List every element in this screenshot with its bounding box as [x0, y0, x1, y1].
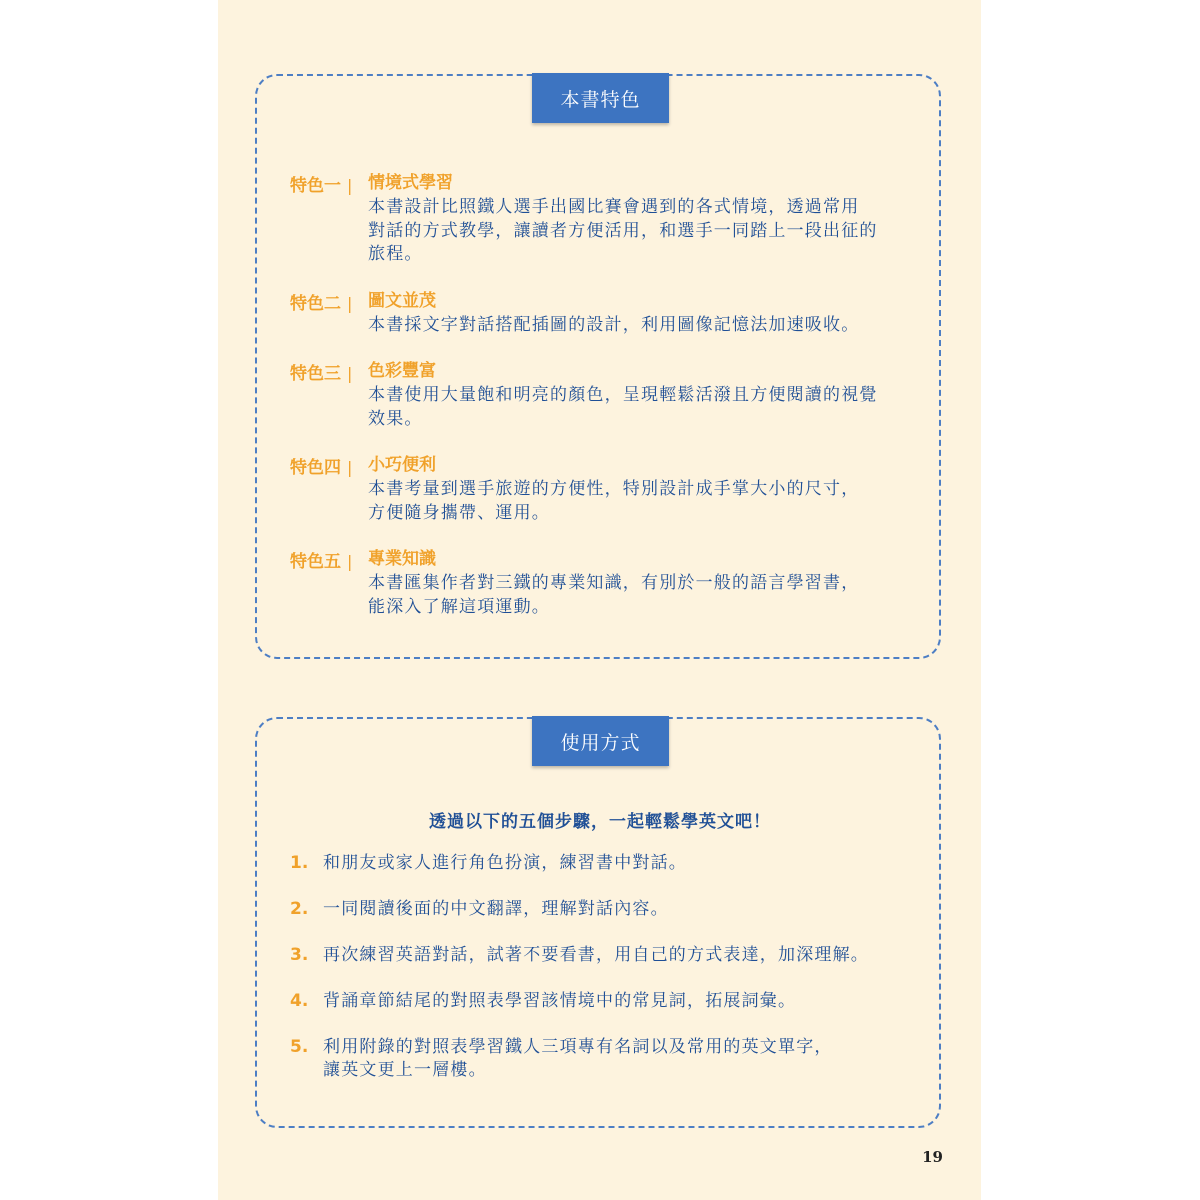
feature-tag: 特色四 [290, 458, 341, 478]
feature-line: 效果。 [368, 408, 423, 429]
feature-separator: | [347, 552, 353, 571]
feature-separator: | [347, 293, 353, 313]
feature-item [290, 547, 930, 619]
feature-item [290, 453, 930, 525]
feature-line: 本書設計比照鐵人選手出國比賽會遇到的各式情境，透過常用 [368, 197, 860, 217]
feature-description [368, 572, 930, 619]
feature-tag: 特色二 [290, 293, 341, 314]
feature-tag: 特色一 [290, 176, 341, 196]
feature-line: 本書採文字對話搭配插圖的設計，利用圖像記憶法加速吸收。 [368, 314, 860, 335]
step-text [323, 944, 869, 967]
feature-title: 圖文並茂 [368, 290, 436, 311]
step-number: 3. [290, 945, 309, 965]
feature-line: 本書匯集作者對三鐵的專業知識，有別於一般的語言學習書， [368, 573, 860, 593]
step-number: 1. [290, 853, 309, 873]
feature-line: 對話的方式教學，讓讀者方便活用，和選手一同踏上一段出征的 [368, 220, 878, 241]
feature-title: 專業知識 [368, 549, 436, 569]
step-item [290, 944, 910, 967]
feature-description [368, 314, 930, 338]
feature-description [368, 384, 930, 431]
steps-list [290, 852, 910, 1105]
usage-intro: 透過以下的五個步驟，一起輕鬆學英文吧！ [429, 812, 771, 832]
step-item [290, 990, 910, 1013]
step-item [290, 898, 910, 921]
feature-line: 本書考量到選手旅遊的方便性，特別設計成手掌大小的尺寸， [368, 479, 860, 499]
feature-description [368, 478, 930, 525]
feature-line: 方便隨身攜帶、運用。 [368, 502, 550, 523]
feature-title: 小巧便利 [368, 455, 436, 475]
feature-tag: 特色五 [290, 552, 341, 572]
step-text [323, 898, 669, 921]
feature-item [290, 359, 930, 431]
feature-line: 本書使用大量飽和明亮的顏色，呈現輕鬆活潑且方便閱讀的視覺 [368, 385, 878, 405]
step-line: 讓英文更上一層樓。 [323, 1060, 487, 1080]
step-text [323, 852, 687, 875]
step-text [323, 1036, 833, 1082]
feature-separator: | [347, 458, 353, 477]
usage-box [255, 717, 941, 1128]
step-line: 和朋友或家人進行角色扮演，練習書中對話。 [323, 853, 687, 873]
step-line: 一同閱讀後面的中文翻譯，理解對話內容。 [323, 899, 669, 919]
step-line: 再次練習英語對話，試著不要看書，用自己的方式表達，加深理解。 [323, 945, 869, 965]
feature-description [368, 196, 930, 267]
step-item [290, 852, 910, 875]
page-number: 19 [922, 1148, 943, 1166]
feature-line: 能深入了解這項運動。 [368, 596, 550, 617]
features-list [290, 171, 930, 641]
step-number: 5. [290, 1037, 309, 1057]
features-box [255, 74, 941, 659]
step-item [290, 1036, 910, 1082]
feature-item [290, 289, 930, 338]
step-text [323, 990, 796, 1013]
feature-title: 情境式學習 [368, 173, 453, 193]
features-title: 本書特色 [532, 73, 669, 123]
book-page [218, 0, 981, 1200]
feature-tag: 特色三 [290, 364, 341, 384]
usage-title: 使用方式 [532, 716, 669, 766]
step-number: 4. [290, 991, 309, 1011]
step-line: 背誦章節結尾的對照表學習該情境中的常見詞，拓展詞彙。 [323, 991, 797, 1011]
step-line: 利用附錄的對照表學習鐵人三項專有名詞以及常用的英文單字， [323, 1037, 833, 1057]
feature-line: 旅程。 [368, 244, 423, 264]
feature-item [290, 171, 930, 267]
feature-separator: | [347, 176, 353, 195]
feature-separator: | [347, 364, 353, 383]
step-number: 2. [290, 899, 309, 919]
feature-title: 色彩豐富 [368, 361, 436, 381]
